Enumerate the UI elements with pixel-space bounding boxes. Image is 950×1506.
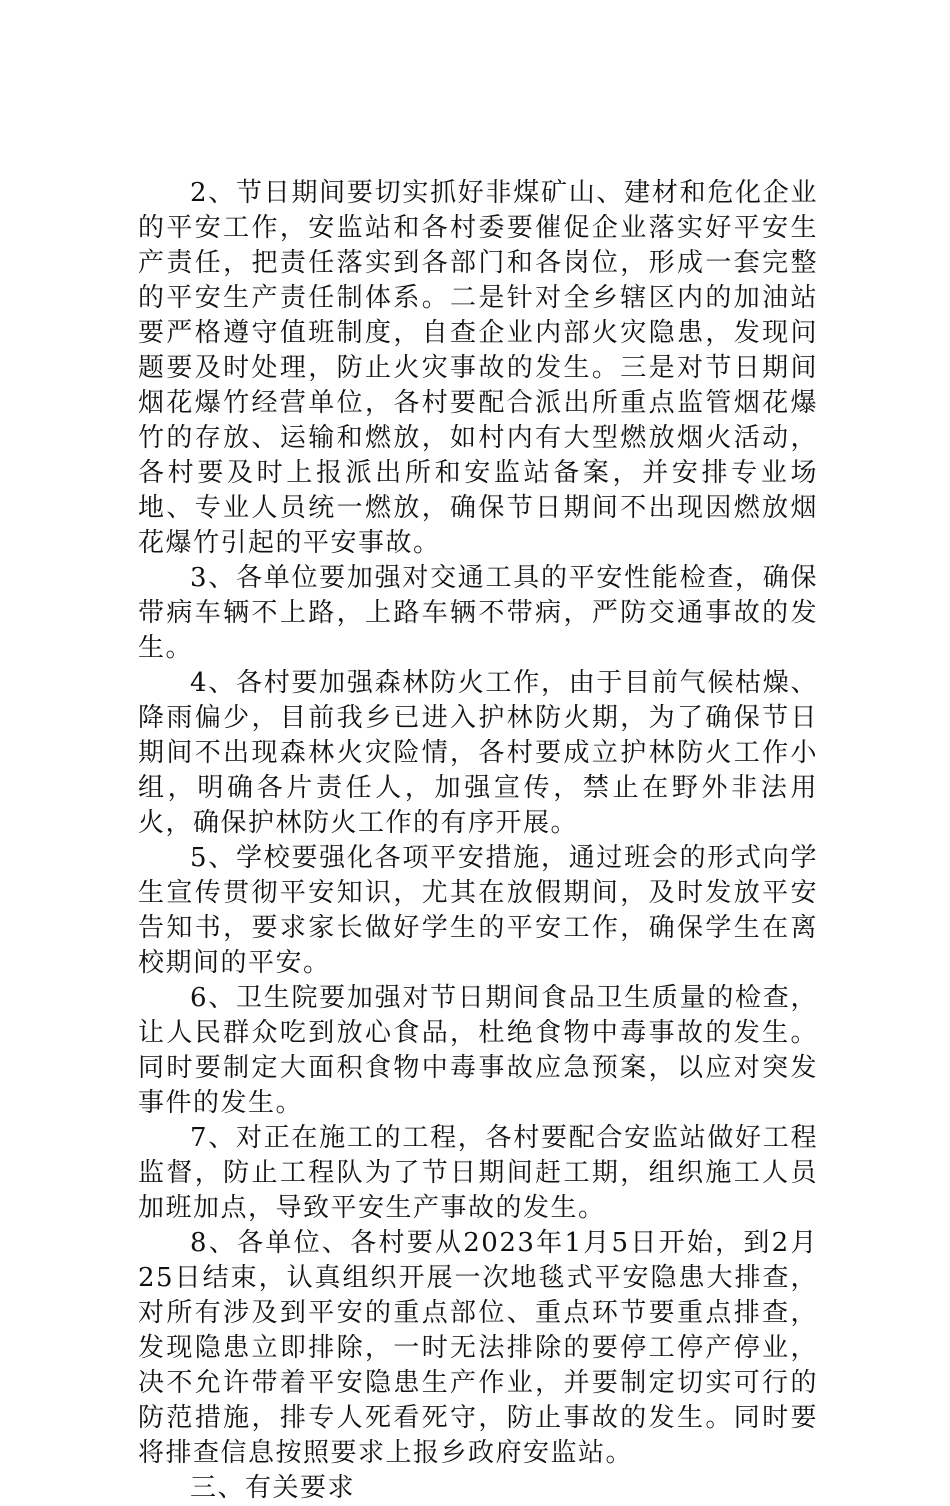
document-page xyxy=(138,176,818,1506)
paragraph-item-8: 8、各单位、各村要从2023年1月5日开始，到2月25日结束，认真组织开展一次地毯式平安隐患大排查，对所有涉及到平安的重点部位、重点环节要重点排查，发现隐患立即排除，一时无法排除的要停工停产停业，决不允许带着平安隐患生产作业，并要制定切实可行的防范措施，排专人死看死守，防止事故的发生。同时要将排查信息按照要求上报乡政府安监站。 xyxy=(138,1228,818,1468)
paragraph-item-5: 5、学校要强化各项平安措施，通过班会的形式向学生宣传贯彻平安知识，尤其在放假期间，及时发放平安告知书，要求家长做好学生的平安工作，确保学生在离校期间的平安。 xyxy=(138,843,818,978)
section-heading-requirements: 三、有关要求 xyxy=(190,1473,356,1503)
paragraph-item-2: 2、节日期间要切实抓好非煤矿山、建材和危化企业的平安工作，安监站和各村委要催促企业落实好平安生产责任，把责任落实到各部门和各岗位，形成一套完整的平安生产责任制体系。二是针对全乡辖区内的加油站要严格遵守值班制度，自查企业内部火灾隐患，发现问题要及时处理，防止火灾事故的发生。三是对节日期间烟花爆竹经营单位，各村要配合派出所重点监管烟花爆竹的存放、运输和燃放，如村内有大型燃放烟火活动，各村要及时上报派出所和安监站备案，并安排专业场地、专业人员统一燃放，确保节日期间不出现因燃放烟花爆竹引起的平安事故。 xyxy=(138,178,818,558)
paragraph-item-7: 7、对正在施工的工程，各村要配合安监站做好工程监督，防止工程队为了节日期间赶工期，组织施工人员加班加点，导致平安生产事故的发生。 xyxy=(138,1123,818,1223)
paragraph-item-6: 6、卫生院要加强对节日期间食品卫生质量的检查，让人民群众吃到放心食品，杜绝食物中毒事故的发生。同时要制定大面积食物中毒事故应急预案，以应对突发事件的发生。 xyxy=(138,983,818,1118)
paragraph-item-3: 3、各单位要加强对交通工具的平安性能检查，确保带病车辆不上路，上路车辆不带病，严防交通事故的发生。 xyxy=(138,563,818,663)
paragraph-item-4: 4、各村要加强森林防火工作，由于目前气候枯燥、降雨偏少，目前我乡已进入护林防火期，为了确保节日期间不出现森林火灾险情，各村要成立护林防火工作小组，明确各片责任人，加强宣传，禁止在野外非法用火，确保护林防火工作的有序开展。 xyxy=(138,668,818,838)
